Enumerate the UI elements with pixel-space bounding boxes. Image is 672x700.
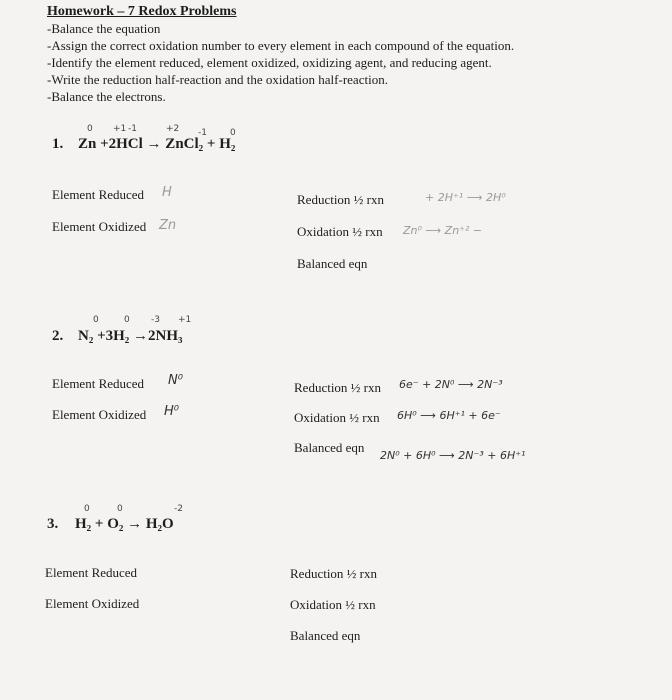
- element-reduced-label: Element Reduced: [45, 565, 138, 580]
- reduction-half-rxn-label: Reduction ½ rxn: [297, 192, 385, 207]
- ox-number: -1: [198, 128, 207, 138]
- ox-number: 0: [124, 315, 130, 325]
- problem-equation: H₂ + O₂ → H₂O: [75, 516, 174, 532]
- instruction-2: -Assign the correct oxidation number to every element in each compound of the equation.: [47, 38, 515, 53]
- ox-number: 0: [230, 128, 236, 138]
- balanced-eqn-answer: 2N⁰ + 6H⁰ ⟶ 2N⁻³ + 6H⁺¹: [380, 449, 526, 462]
- ox-number: +1: [113, 124, 127, 134]
- element-reduced-label: Element Reduced: [52, 376, 145, 391]
- instruction-3: -Identify the element reduced, element oxidized, oxidizing agent, and reducing agent.: [47, 55, 492, 70]
- balanced-eqn-label: Balanced eqn: [294, 440, 365, 455]
- instruction-5: -Balance the electrons.: [47, 89, 166, 104]
- reduction-half-rxn-label: Reduction ½ rxn: [294, 380, 382, 395]
- instruction-4: -Write the reduction half-reaction and the oxidation half-reaction.: [47, 72, 388, 87]
- ox-number: -1: [128, 124, 137, 134]
- reduction-half-rxn-answer: 6e⁻ + 2N⁰ ⟶ 2N⁻³: [399, 378, 503, 391]
- element-oxidized-label: Element Oxidized: [52, 407, 147, 422]
- problem-number: 2.: [52, 328, 64, 344]
- reduction-half-rxn-answer: + 2H⁺¹ ⟶ 2H⁰: [425, 191, 506, 204]
- ox-number: -3: [151, 315, 160, 325]
- oxidation-half-rxn-label: Oxidation ½ rxn: [294, 410, 380, 425]
- element-oxidized-label: Element Oxidized: [52, 219, 147, 234]
- balanced-eqn-label: Balanced eqn: [297, 256, 368, 271]
- ox-number: 0: [117, 504, 123, 514]
- oxidation-half-rxn-label: Oxidation ½ rxn: [297, 224, 383, 239]
- element-reduced-label: Element Reduced: [52, 187, 145, 202]
- problem-number: 1.: [52, 136, 64, 152]
- element-oxidized-label: Element Oxidized: [45, 596, 140, 611]
- instruction-1: -Balance the equation: [47, 21, 161, 36]
- element-reduced-answer: N⁰: [168, 373, 183, 388]
- problem-equation: N₂ +3H₂ →2NH₃: [78, 328, 183, 344]
- reduction-half-rxn-label: Reduction ½ rxn: [290, 566, 378, 581]
- element-oxidized-answer: Zn: [159, 218, 177, 233]
- ox-number: -2: [174, 504, 183, 514]
- problem-equation: Zn +2HCl → ZnCl₂ + H₂: [78, 136, 236, 152]
- ox-number: 0: [87, 124, 93, 134]
- balanced-eqn-label: Balanced eqn: [290, 628, 361, 643]
- oxidation-half-rxn-label: Oxidation ½ rxn: [290, 597, 376, 612]
- ox-number: +2: [166, 124, 180, 134]
- ox-number: 0: [84, 504, 90, 514]
- element-reduced-answer: H: [162, 185, 172, 200]
- problem-number: 3.: [47, 516, 59, 532]
- oxidation-half-rxn-answer: 6H⁰ ⟶ 6H⁺¹ + 6e⁻: [397, 409, 501, 422]
- ox-number: +1: [178, 315, 192, 325]
- ox-number: 0: [93, 315, 99, 325]
- oxidation-half-rxn-answer: Zn⁰ ⟶ Zn⁺² −: [403, 224, 483, 237]
- element-oxidized-answer: H⁰: [164, 404, 179, 419]
- page-title: Homework – 7 Redox Problems: [47, 4, 237, 19]
